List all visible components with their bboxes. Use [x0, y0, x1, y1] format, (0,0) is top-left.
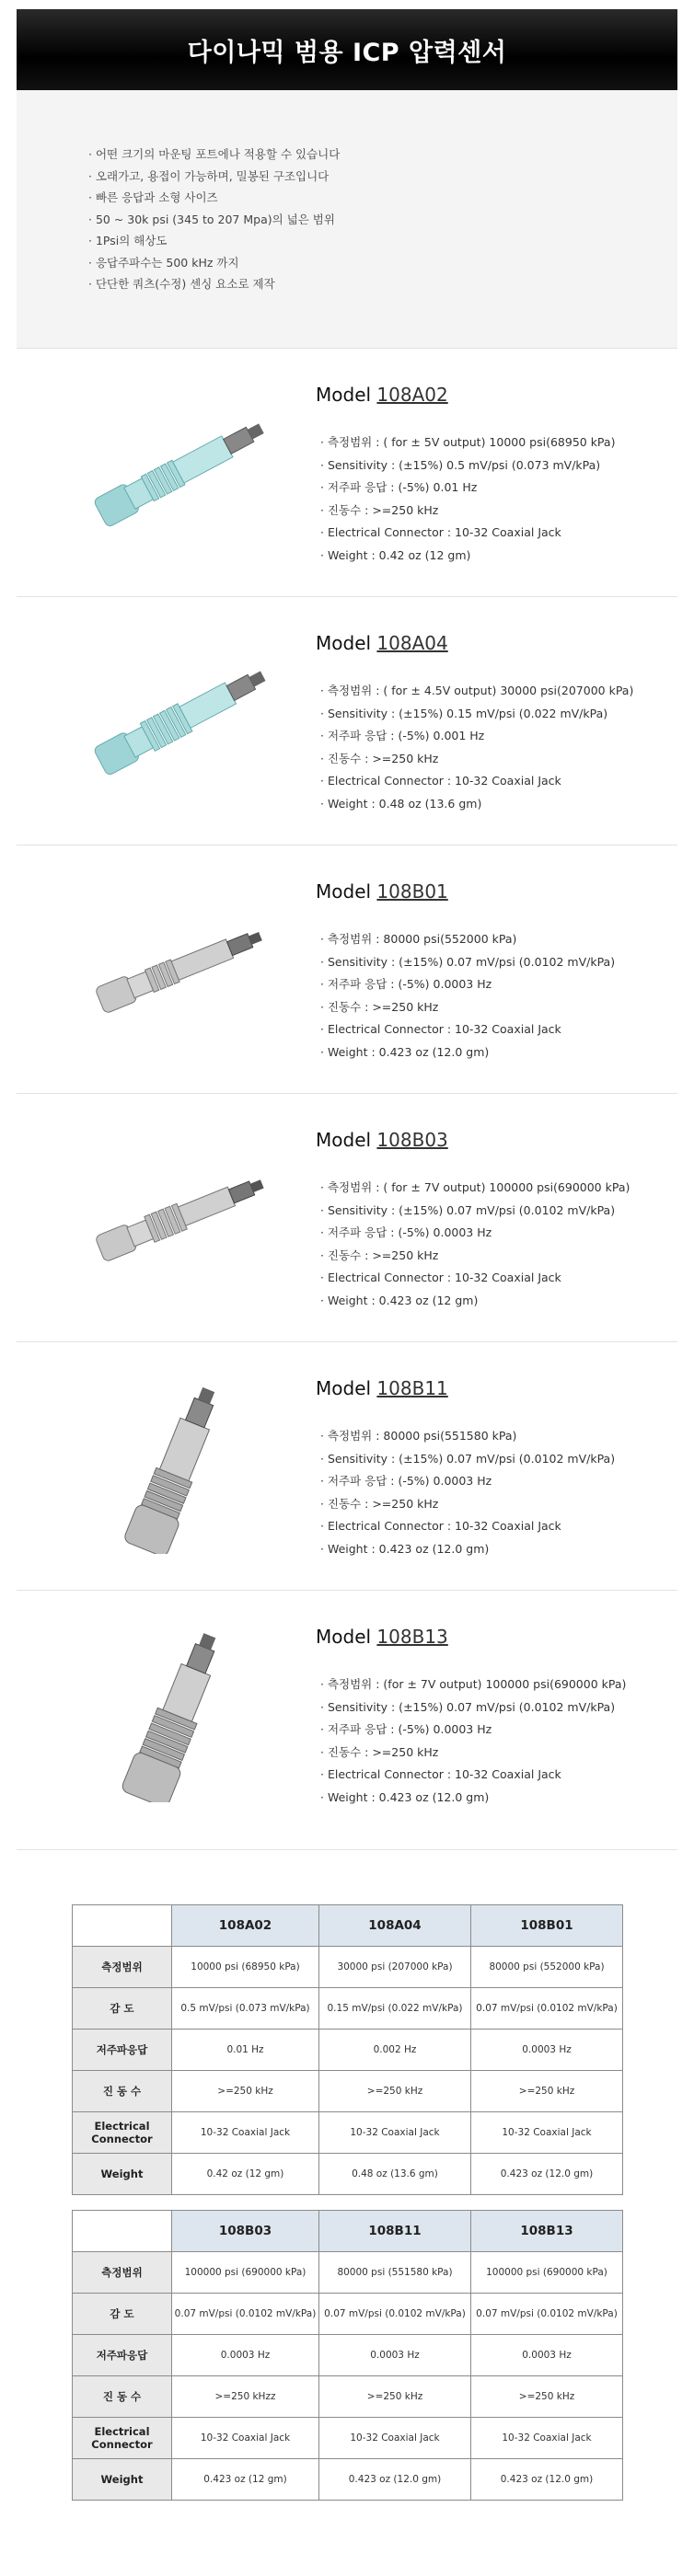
product-108b13 [17, 1590, 677, 1849]
model-code-link[interactable]: 108A04 [376, 632, 448, 654]
column-header: 108A04 [319, 1905, 471, 1947]
sensor-image [63, 1627, 293, 1802]
table-cell: 0.423 oz (12.0 gm) [319, 2459, 471, 2501]
table-cell: 10-32 Coaxial Jack [319, 2418, 471, 2459]
table-cell: 0.07 mV/psi (0.0102 mV/kPa) [471, 1988, 623, 2030]
table-header-row [73, 2211, 623, 2252]
feature-item: · 1Psi의 해상도 [88, 230, 340, 252]
table-cell: >=250 kHz [319, 2071, 471, 2112]
table-cell: 0.0003 Hz [319, 2335, 471, 2376]
spec-item: · 진동수 : >=250 kHz [320, 748, 633, 771]
spec-item: · 측정범위 : ( for ± 5V output) 10000 psi(68950 kPa) [320, 431, 615, 454]
table-cell: >=250 kHz [172, 2071, 319, 2112]
table-cell: 0.07 mV/psi (0.0102 mV/kPa) [319, 2294, 471, 2335]
table-row [73, 2030, 623, 2071]
feature-item: · 50 ~ 30k psi (345 to 207 Mpa)의 넓은 범위 [88, 209, 340, 231]
model-code-link[interactable]: 108B03 [376, 1129, 448, 1151]
table-row [73, 2252, 623, 2294]
spec-item: · Electrical Connector : 10-32 Coaxial Jack [320, 1267, 630, 1290]
spec-item: · Electrical Connector : 10-32 Coaxial Jack [320, 1018, 615, 1041]
feature-item: · 응답주파수는 500 kHz 까지 [88, 252, 340, 274]
table-row [73, 2335, 623, 2376]
column-header: 108B03 [172, 2211, 319, 2252]
spec-item: · 측정범위 : 80000 psi(551580 kPa) [320, 1425, 615, 1448]
row-label: 감 도 [73, 2294, 172, 2335]
table-cell: 10-32 Coaxial Jack [172, 2418, 319, 2459]
spec-list [320, 1673, 626, 1809]
spec-item: · Electrical Connector : 10-32 Coaxial Jack [320, 522, 615, 545]
spec-item: · 진동수 : >=250 kHz [320, 1493, 615, 1516]
model-code-link[interactable]: 108A02 [376, 384, 448, 406]
model-code-link[interactable]: 108B13 [376, 1626, 448, 1648]
table-cell: 0.423 oz (12 gm) [172, 2459, 319, 2501]
table-cell: 0.002 Hz [319, 2030, 471, 2071]
spec-item: · Weight : 0.423 oz (12.0 gm) [320, 1041, 615, 1064]
spec-item: · 저주파 응답 : (-5%) 0.0003 Hz [320, 1222, 630, 1245]
row-label: 측정범위 [73, 1947, 172, 1988]
row-label: Electrical Connector [73, 2418, 172, 2459]
table-cell: 0.5 mV/psi (0.073 mV/kPa) [172, 1988, 319, 2030]
spec-item: · Sensitivity : (±15%) 0.07 mV/psi (0.0102 mV/kPa) [320, 1448, 615, 1471]
model-title: Model 108A02 [316, 384, 448, 406]
model-title: Model 108B13 [316, 1626, 448, 1648]
spec-item: · Weight : 0.423 oz (12.0 gm) [320, 1787, 626, 1810]
page-title: 다이나믹 범용 ICP 압력센서 [187, 38, 507, 67]
model-title: Model 108B11 [316, 1377, 448, 1399]
divider [17, 1849, 677, 1850]
sensor-image [63, 1131, 293, 1305]
table-row [73, 2294, 623, 2335]
row-label: Weight [73, 2459, 172, 2501]
feature-item: · 오래가고, 용접이 가능하며, 밀봉된 구조입니다 [88, 166, 340, 188]
spec-list [320, 928, 615, 1064]
sensor-image [63, 385, 293, 560]
spec-item: · Electrical Connector : 10-32 Coaxial Jack [320, 1515, 615, 1538]
table-cell: 0.48 oz (13.6 gm) [319, 2154, 471, 2195]
table-row [73, 2112, 623, 2154]
table-cell: 0.0003 Hz [471, 2030, 623, 2071]
column-header: 108B11 [319, 2211, 471, 2252]
table-cell: >=250 kHz [471, 2071, 623, 2112]
spec-item: · 측정범위 : (for ± 7V output) 100000 psi(690000 kPa) [320, 1673, 626, 1696]
table-cell: 30000 psi (207000 kPa) [319, 1947, 471, 1988]
feature-list-section [17, 90, 677, 348]
spec-item: · 측정범위 : ( for ± 7V output) 100000 psi(690000 kPa) [320, 1177, 630, 1200]
table-row [73, 2376, 623, 2418]
product-108b11 [17, 1341, 677, 1590]
spec-table-2 [72, 2210, 623, 2501]
product-108a02 [17, 348, 677, 596]
table-cell: 100000 psi (690000 kPa) [471, 2252, 623, 2294]
table-cell: 10-32 Coaxial Jack [172, 2112, 319, 2154]
feature-item: · 빠른 응답과 소형 사이즈 [88, 187, 340, 209]
row-label: 진 동 수 [73, 2376, 172, 2418]
table-cell: 10-32 Coaxial Jack [319, 2112, 471, 2154]
spec-item: · 저주파 응답 : (-5%) 0.01 Hz [320, 477, 615, 500]
spec-item: · 측정범위 : 80000 psi(552000 kPa) [320, 928, 615, 951]
table-header-row [73, 1905, 623, 1947]
table-cell: 0.01 Hz [172, 2030, 319, 2071]
spec-item: · Weight : 0.423 oz (12 gm) [320, 1290, 630, 1313]
spec-item: · 저주파 응답 : (-5%) 0.0003 Hz [320, 1470, 615, 1493]
table-cell: 0.07 mV/psi (0.0102 mV/kPa) [172, 2294, 319, 2335]
feature-list [88, 144, 340, 295]
product-108b01 [17, 845, 677, 1093]
row-label: 진 동 수 [73, 2071, 172, 2112]
table-row [73, 2459, 623, 2501]
model-title: Model 108B01 [316, 880, 448, 903]
spec-table-1 [72, 1904, 623, 2195]
table-cell: 0.423 oz (12.0 gm) [471, 2154, 623, 2195]
spec-item: · 진동수 : >=250 kHz [320, 500, 615, 523]
row-label: 저주파응답 [73, 2335, 172, 2376]
spec-item: · 진동수 : >=250 kHz [320, 1245, 630, 1268]
feature-item: · 단단한 쿼츠(수정) 센싱 요소로 제작 [88, 273, 340, 295]
model-title: Model 108B03 [316, 1129, 448, 1151]
table-cell: 10-32 Coaxial Jack [471, 2418, 623, 2459]
spec-item: · Sensitivity : (±15%) 0.07 mV/psi (0.0102 mV/kPa) [320, 1696, 626, 1719]
page-title-banner [17, 9, 677, 90]
table-corner [73, 1905, 172, 1947]
table-cell: 0.0003 Hz [172, 2335, 319, 2376]
spec-list [320, 1425, 615, 1560]
spec-item: · Sensitivity : (±15%) 0.5 mV/psi (0.073 mV/kPa) [320, 454, 615, 477]
row-label: 측정범위 [73, 2252, 172, 2294]
spec-item: · Electrical Connector : 10-32 Coaxial Jack [320, 770, 633, 793]
product-108b03 [17, 1093, 677, 1341]
table-cell: 100000 psi (690000 kPa) [172, 2252, 319, 2294]
table-cell: 10000 psi (68950 kPa) [172, 1947, 319, 1988]
feature-item: · 어떤 크기의 마운팅 포트에나 적용할 수 있습니다 [88, 144, 340, 166]
model-code-link[interactable]: 108B11 [376, 1377, 448, 1399]
table-cell: >=250 kHz [319, 2376, 471, 2418]
spec-list [320, 680, 633, 815]
spec-item: · 진동수 : >=250 kHz [320, 996, 615, 1019]
product-108a04 [17, 596, 677, 845]
sensor-image [63, 1379, 293, 1554]
row-label: Weight [73, 2154, 172, 2195]
sensor-image [63, 882, 293, 1057]
table-cell: >=250 kHzz [172, 2376, 319, 2418]
row-label: Electrical Connector [73, 2112, 172, 2154]
table-row [73, 1947, 623, 1988]
column-header: 108B01 [471, 1905, 623, 1947]
spec-item: · Sensitivity : (±15%) 0.07 mV/psi (0.0102 mV/kPa) [320, 951, 615, 974]
spec-item: · Weight : 0.42 oz (12 gm) [320, 545, 615, 568]
spec-item: · 저주파 응답 : (-5%) 0.0003 Hz [320, 1719, 626, 1742]
spec-list [320, 1177, 630, 1312]
table-cell: 10-32 Coaxial Jack [471, 2112, 623, 2154]
row-label: 감 도 [73, 1988, 172, 2030]
table-cell: >=250 kHz [471, 2376, 623, 2418]
table-row [73, 2154, 623, 2195]
model-title: Model 108A04 [316, 632, 448, 654]
table-cell: 0.07 mV/psi (0.0102 mV/kPa) [471, 2294, 623, 2335]
table-cell: 0.15 mV/psi (0.022 mV/kPa) [319, 1988, 471, 2030]
table-cell: 80000 psi (551580 kPa) [319, 2252, 471, 2294]
table-cell: 0.42 oz (12 gm) [172, 2154, 319, 2195]
spec-item: · 저주파 응답 : (-5%) 0.0003 Hz [320, 973, 615, 996]
table-cell: 80000 psi (552000 kPa) [471, 1947, 623, 1988]
model-code-link[interactable]: 108B01 [376, 880, 448, 903]
table-cell: 0.423 oz (12.0 gm) [471, 2459, 623, 2501]
table-row [73, 2418, 623, 2459]
spec-item: · 저주파 응답 : (-5%) 0.001 Hz [320, 725, 633, 748]
spec-item: · Sensitivity : (±15%) 0.15 mV/psi (0.022 mV/kPa) [320, 703, 633, 726]
spec-item: · 진동수 : >=250 kHz [320, 1742, 626, 1765]
table-row [73, 1988, 623, 2030]
spec-item: · 측정범위 : ( for ± 4.5V output) 30000 psi(207000 kPa) [320, 680, 633, 703]
spec-item: · Weight : 0.423 oz (12.0 gm) [320, 1538, 615, 1561]
row-label: 저주파응답 [73, 2030, 172, 2071]
spec-item: · Sensitivity : (±15%) 0.07 mV/psi (0.0102 mV/kPa) [320, 1200, 630, 1223]
table-cell: 0.0003 Hz [471, 2335, 623, 2376]
table-corner [73, 2211, 172, 2252]
sensor-image [63, 634, 293, 809]
spec-item: · Electrical Connector : 10-32 Coaxial Jack [320, 1764, 626, 1787]
spec-list [320, 431, 615, 567]
spec-item: · Weight : 0.48 oz (13.6 gm) [320, 793, 633, 816]
table-row [73, 2071, 623, 2112]
column-header: 108B13 [471, 2211, 623, 2252]
column-header: 108A02 [172, 1905, 319, 1947]
